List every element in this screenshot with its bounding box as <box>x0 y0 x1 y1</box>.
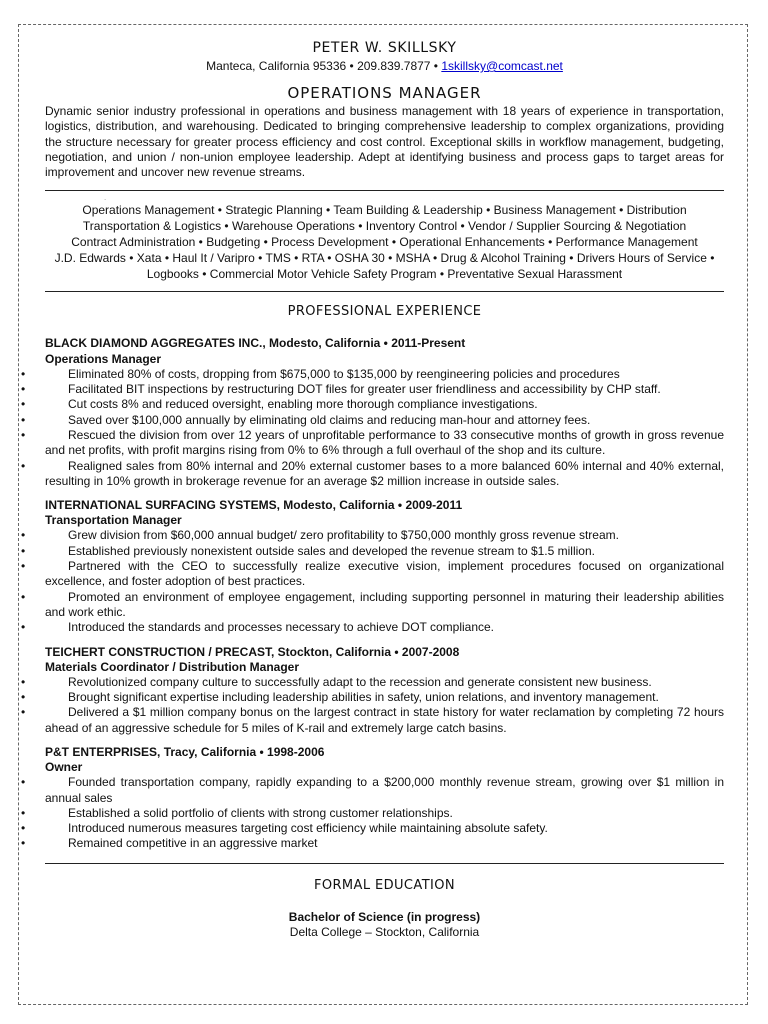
job-entry <box>45 498 724 635</box>
email-link[interactable]: 1skillsky@comcast.net <box>441 59 563 73</box>
job-bullets <box>45 775 724 851</box>
list-item: • Established previously nonexistent outside sales and developed the revenue stream to $1.5 million. <box>45 544 724 559</box>
list-item: • Cut costs 8% and reduced oversight, enabling more thorough compliance investigations. <box>45 397 724 412</box>
school: Delta College – Stockton, California <box>289 924 480 939</box>
candidate-name: PETER W. SKILLSKY <box>312 40 457 56</box>
skills-line: J.D. Edwards • Xata • Haul It / Varipro • TMS • RTA • OSHA 30 • MSHA • Drug & Alcohol Training • Drivers Hours of Service • Logbooks • Commercial Motor Vehicle Safety Program • Preventative Sexual Harassment <box>54 250 715 281</box>
experience-section-title: PROFESSIONAL EXPERIENCE <box>287 304 482 320</box>
stray-mark: . <box>104 193 107 202</box>
list-item: • Realigned sales from 80% internal and 20% external customer bases to a more balanced 60% internal and 40% external, resulting in 10% growth in brokerage revenue for an average $2 million increase in outside sales. <box>45 459 724 490</box>
list-item: • Partnered with the CEO to successfully realize executive vision, implement procedures focused on organizational excellence, and foster adoption of best practices. <box>45 559 724 590</box>
job-title: Materials Coordinator / Distribution Manager <box>45 659 300 674</box>
list-item: • Established a solid portfolio of clients with strong customer relationships. <box>45 806 724 821</box>
job-heading: INTERNATIONAL SURFACING SYSTEMS, Modesto, California • 2009-2011 <box>45 498 463 513</box>
job-entry <box>45 336 724 489</box>
job-bullets <box>45 367 724 489</box>
list-item: • Facilitated BIT inspections by restructuring DOT files for greater user friendliness and accessibility by CHP staff. <box>45 382 724 397</box>
role-title: OPERATIONS MANAGER <box>287 84 482 102</box>
job-bullets <box>45 675 724 736</box>
contact-line <box>45 59 724 76</box>
list-item: • Introduced numerous measures targeting cost efficiency while maintaining absolute safety. <box>45 821 724 836</box>
list-item: • Revolutionized company culture to successfully adapt to the recession and generate consistent new business. <box>45 675 724 690</box>
divider <box>45 190 724 191</box>
job-title: Owner <box>45 760 83 775</box>
divider <box>45 863 724 864</box>
list-item: • Introduced the standards and processes necessary to achieve DOT compliance. <box>45 620 724 635</box>
list-item: • Brought significant expertise including leadership abilities in safety, union relations, and inventory management. <box>45 690 724 705</box>
job-title: Operations Manager <box>45 351 162 366</box>
education-section-title: FORMAL EDUCATION <box>313 877 456 893</box>
contact-details: Manteca, California 95336 • 209.839.7877 • <box>206 59 442 73</box>
job-title: Transportation Manager <box>45 513 182 528</box>
divider <box>45 291 724 292</box>
skills-line: Contract Administration • Budgeting • Process Development • Operational Enhancements • Performance Management <box>71 235 698 250</box>
list-item: • Saved over $100,000 annually by eliminating old claims and reducing man-hour and attorney fees. <box>45 413 724 428</box>
job-heading: TEICHERT CONSTRUCTION / PRECAST, Stockton, California • 2007-2008 <box>45 644 460 659</box>
list-item: • Eliminated 80% of costs, dropping from $675,000 to $135,000 by reengineering policies and procedures <box>45 367 724 382</box>
list-item: • Promoted an environment of employee engagement, including supporting personnel in maturing their leadership abilities and work ethic. <box>45 590 724 621</box>
list-item: • Founded transportation company, rapidly expanding to a $200,000 monthly revenue stream, growing over $1 million in annual sales <box>45 775 724 806</box>
resume-page <box>45 40 724 940</box>
job-heading: BLACK DIAMOND AGGREGATES INC., Modesto, California • 2011-Present <box>45 336 466 351</box>
job-bullets <box>45 528 724 635</box>
degree: Bachelor of Science (in progress) <box>288 909 481 924</box>
summary-paragraph: Dynamic senior industry professional in operations and business management with 18 years of experience in transportation, logistics, distribution, and warehousing. Dedicated to bringing comprehensive leadership to complex organizations, providing the structure necessary for greater process efficiency and cost control. Exceptional skills in workflow management, budgeting, negotiation, and union / non-union employee leadership. Adept at identifying business and process gaps to target areas for improvement and uncover new revenue streams. <box>45 104 724 180</box>
job-entry <box>45 645 724 736</box>
skills-line: Operations Management • Strategic Planning • Team Building & Leadership • Business Management • Distribution <box>82 203 687 218</box>
job-heading: P&T ENTERPRISES, Tracy, California • 1998-2006 <box>45 745 325 759</box>
skills-block <box>45 203 724 282</box>
list-item: • Remained competitive in an aggressive market <box>45 836 724 851</box>
list-item: • Rescued the division from over 12 years of unprofitable performance to 33 consecutive months of growth in gross revenue and net profits, with profit margins rising from 0% to 6% through a full overhaul of the shop and its culture. <box>45 428 724 459</box>
list-item: • Delivered a $1 million company bonus on the largest contract in state history for water reclamation by completing 72 hours ahead of an aggressive schedule for 5 miles of K-rail and extremely large catch basins. <box>45 705 724 736</box>
job-entry <box>45 745 724 852</box>
list-item: • Grew division from $60,000 annual budget/ zero profitability to $750,000 monthly gross revenue stream. <box>45 528 724 543</box>
skills-line: Transportation & Logistics • Warehouse Operations • Inventory Control • Vendor / Supplier Sourcing & Negotiation <box>82 219 687 234</box>
